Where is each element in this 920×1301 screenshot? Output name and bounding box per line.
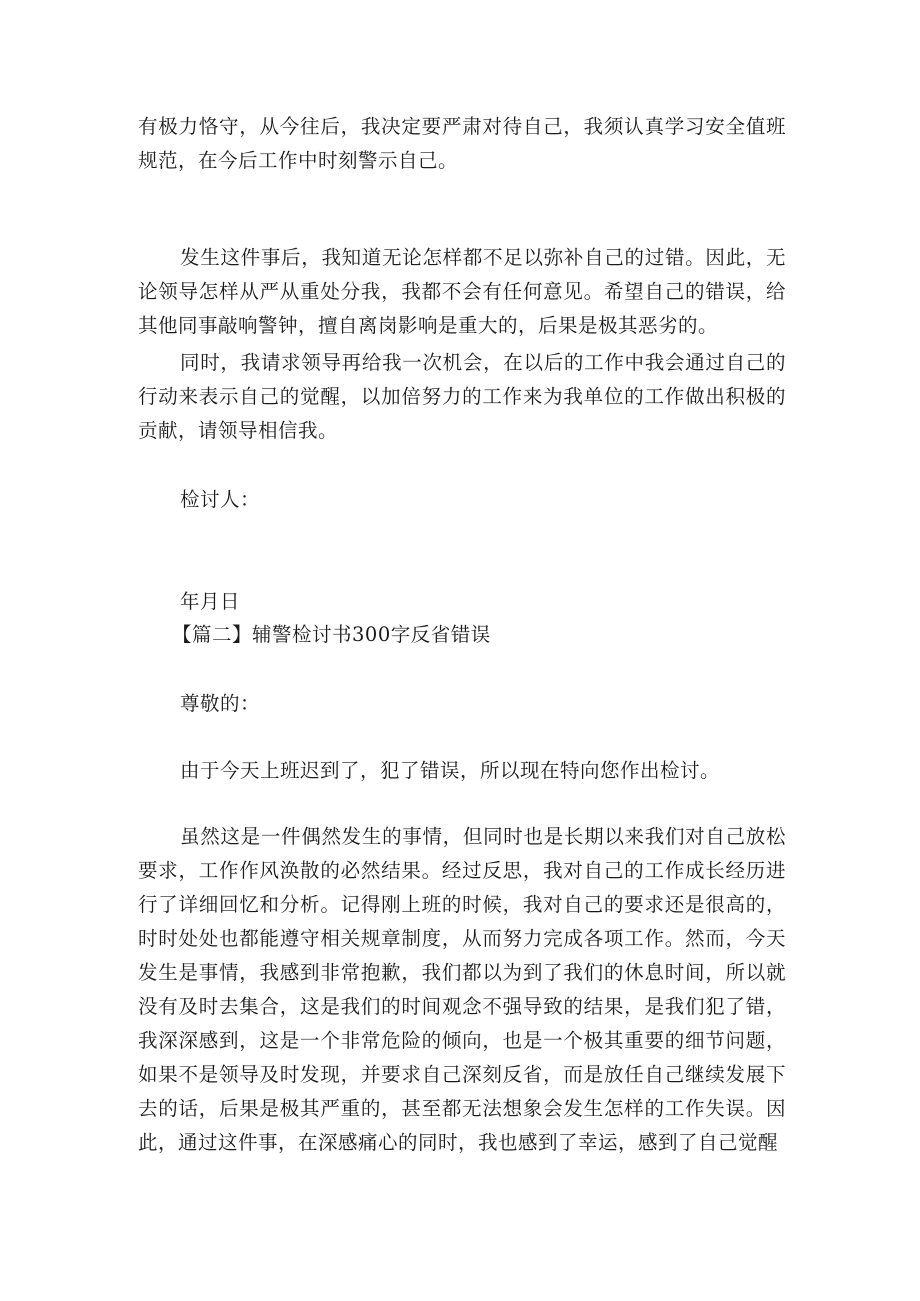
paragraph-reflection: 虽然这是一件偶然发生的事情，但同时也是长期以来我们对自己放松要求，工作作风涣散的必然结果。经过反思，我对自己的工作成长经历进行了详细回忆和分析。记得刚上班的时候，我对自己的要求还是很高的，时时处处也都能遵守相关规章制度，从而努力完成各项工作。然而，今天发生是事情，我感到非常抱歉，我们都以为到了我们的休息时间，所以就没有及时去集合，这是我们的时间观念不强导致的结果，是我们犯了错，我深深感到，这是一个非常危险的倾向，也是一个极其重要的细节问题，如果不是领导及时发现，并要求自己深刻反省，而是放任自己继续发展下去的话，后果是极其严重的，甚至都无法想象会发生怎样的工作失误。因此，通过这件事，在深感痛心的同时，我也感到了幸运，感到了自己觉醒 (138, 825, 786, 1154)
salutation: 尊敬的： (180, 692, 261, 715)
signer-label: 检讨人： (180, 488, 261, 511)
paragraph-continued: 有极力恪守，从今往后，我决定要严肃对待自己，我须认真学习安全值班规范，在今后工作中时刻警示自己。 (138, 115, 786, 172)
section-heading: 【篇二】辅警检讨书300字反省错误 (172, 623, 491, 646)
date-label: 年月日 (180, 590, 241, 613)
paragraph-consequence: 发生这件事后，我知道无论怎样都不足以弥补自己的过错。因此，无论领导怎样从严从重处分我，我都不会有任何意见。希望自己的错误，给其他同事敲响警钟，擅自离岗影响是重大的，后果是极其恶劣的。 (138, 246, 786, 337)
paragraph-intro: 由于今天上班迟到了，犯了错误，所以现在特向您作出检讨。 (180, 759, 721, 782)
paragraph-request: 同时，我请求领导再给我一次机会，在以后的工作中我会通过自己的行动来表示自己的觉醒，以加倍努力的工作来为我单位的工作做出积极的贡献，请领导相信我。 (138, 351, 786, 442)
